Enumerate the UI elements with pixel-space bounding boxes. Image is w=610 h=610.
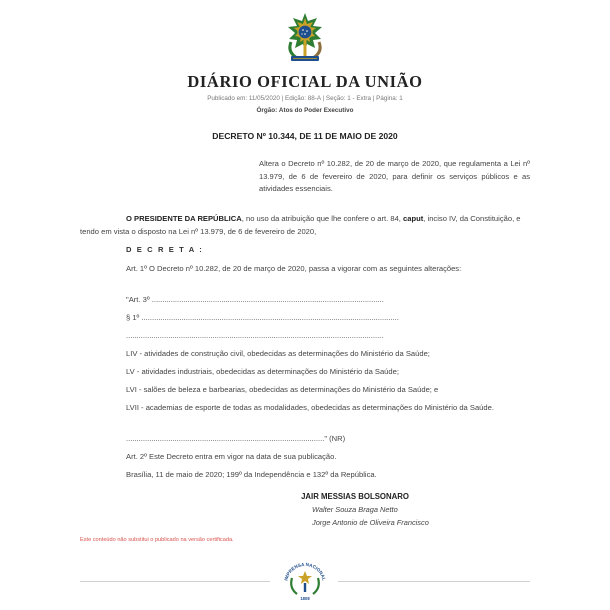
inciso-lvii: LVII - academias de esporte de todas as modalidades, obedecidas as determinações do Ministério da Saúde. (126, 403, 494, 412)
place-date: Brasília, 11 de maio de 2020; 199º da Independência e 132º da República. (126, 470, 377, 479)
article-1: Art. 1º O Decreto nº 10.282, de 20 de março de 2020, passa a vigorar com as seguintes alterações: (126, 264, 462, 273)
inciso-lv: LV - atividades industriais, obedecidas as determinações do Ministério da Saúde; (126, 367, 399, 376)
footer-divider-left (80, 581, 270, 582)
preamble-lead: O PRESIDENTE DA REPÚBLICA (126, 214, 242, 223)
article-2: Art. 2º Este Decreto entra em vigor na data de sua publicação. (126, 452, 337, 461)
preamble-caput: caput (403, 214, 424, 223)
president-signature: JAIR MESSIAS BOLSONARO (301, 492, 409, 501)
decree-ementa: Altera o Decreto nº 10.282, de 20 de março de 2020, que regulamenta a Lei nº 13.979, de 6 de fevereiro de 2020, para definir os serviços públicos e as atividades essenciais. (259, 159, 530, 193)
orgao-line (0, 107, 610, 114)
page-title: DIÁRIO OFICIAL DA UNIÃO (187, 72, 423, 91)
inciso-liv: LIV - atividades de construção civil, obedecidas as determinações do Ministério da Saúde; (126, 349, 430, 358)
inciso-lvi: LVI - salões de beleza e barbearias, obedecidas as determinações do Ministério da Saúde; e (126, 385, 439, 394)
orgao-label: Órgão: (256, 107, 278, 114)
paragraph-1-line: § 1º .......................................................................................................................... (126, 313, 399, 322)
decree-title: DECRETO Nº 10.344, DE 11 DE MAIO DE 2020 (212, 131, 398, 141)
publication-meta: Publicado em: 11/05/2020 | Edição: 88-A | Seção: 1 - Extra | Página: 1 (207, 95, 403, 102)
decree-preamble (80, 213, 530, 238)
footer-divider-right (338, 581, 530, 582)
decreta-heading: D E C R E T A : (126, 245, 204, 254)
orgao-value: Atos do Poder Executivo (278, 107, 354, 114)
brazil-coat-of-arms-icon (279, 12, 331, 64)
ellipsis-line: .......................................................................................................................... (126, 331, 384, 340)
minister-signature-2: Jorge Antonio de Oliveira Francisco (312, 518, 429, 527)
preamble-tail: , inciso IV, da Constituição, e tendo em vista o disposto na Lei nº 13.979, de 6 de fevereiro de 2020, (80, 214, 521, 236)
article-3-line: "Art. 3º .............................................................................................................. (126, 295, 384, 304)
certification-disclaimer: Este conteúdo não substitui o publicado na versão certificada. (80, 537, 234, 543)
preamble-mid: , no uso da atribuição que lhe confere o art. 84, (241, 214, 401, 223)
nr-line: .............................................................................................." (NR) (126, 434, 346, 443)
svg-text:IMPRENSA NACIONAL: IMPRENSA NACIONAL (283, 561, 327, 582)
minister-signature-1: Walter Souza Braga Netto (312, 505, 398, 514)
svg-text:1808: 1808 (300, 596, 310, 601)
imprensa-nacional-seal-icon (279, 558, 331, 602)
